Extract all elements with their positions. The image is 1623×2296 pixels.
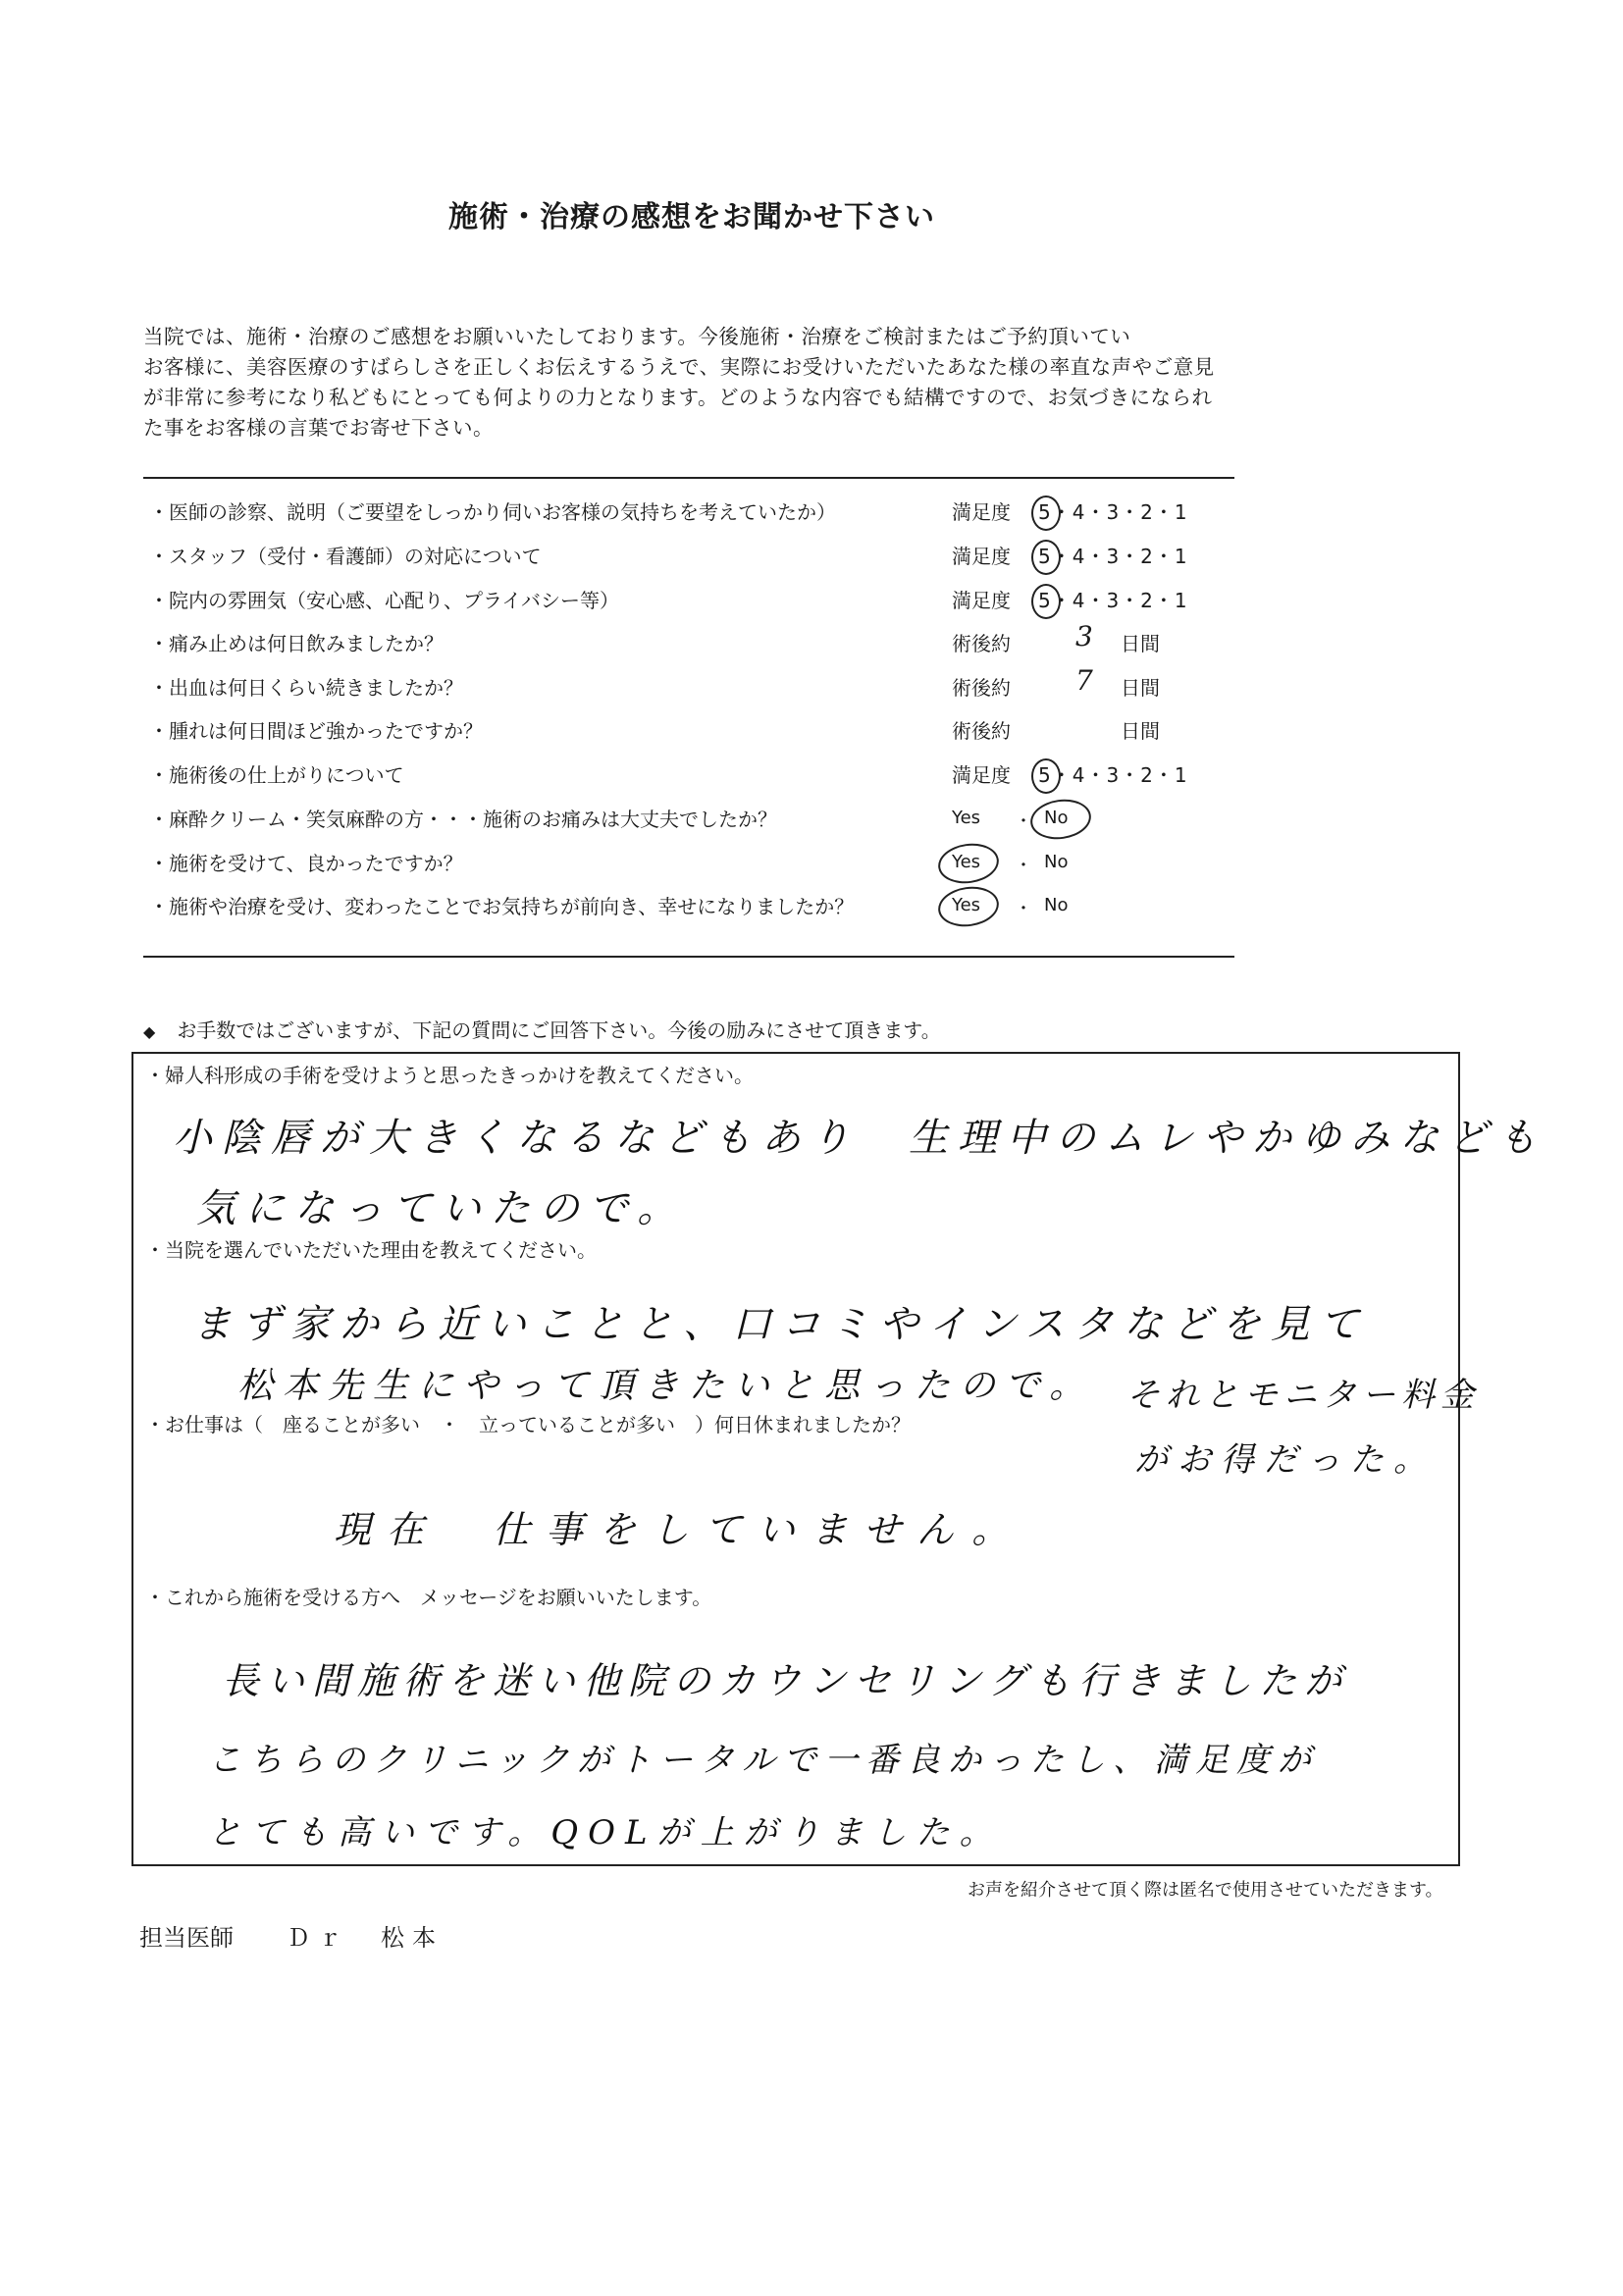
intro-text [143,322,1242,444]
answer-label: 満足度 [952,500,1011,524]
handwritten-answer[interactable]: 気になっていたので。 [196,1186,687,1231]
doctor-label: 担当医師 [139,1924,234,1952]
question-text: ・医師の診察、説明（ご要望をしっかり伺いお客様の気持ちを考えていたか） [149,500,836,524]
intro-line: が非常に参考になり私どもにとっても何よりの力となります。どのような内容でも結構ですので、お気づきになられ [143,386,1213,409]
question-row [143,842,1242,877]
question-row [143,885,1242,920]
yes-option[interactable] [952,895,980,915]
handwritten-answer[interactable]: こちらのクリニックがトータルで一番良かったし、満足度が [208,1741,1319,1780]
yes-selected: Yes [952,852,981,872]
bottom-divider [143,956,1234,958]
intro-line: た事をお客様の言葉でお寄せ下さい。 [143,416,494,440]
question-text: ・施術や治療を受け、変わったことでお気持ちが前向き、幸せになりましたか？ [149,895,855,918]
handwritten-answer[interactable]: 長い間施術を迷い他院のカウンセリングも行きましたが [222,1659,1350,1702]
no-option[interactable] [1044,808,1068,828]
question-row [143,491,1242,526]
rating-options: ・4・3・2・1 [1051,589,1188,612]
answer-label: 満足度 [952,589,1011,612]
box-question: ・婦人科形成の手術を受けようと思ったきっかけを教えてください。 [145,1064,754,1087]
question-row [143,579,1242,614]
question-text: ・スタッフ（受付・看護師）の対応について [149,545,542,568]
answer-label: 術後約 [952,719,1011,743]
question-row [143,754,1242,789]
option-separator: ・ [1015,811,1032,832]
answer-label: 満足度 [952,545,1011,568]
intro-line: お客様に、美容医療のすばらしさを正しくお伝えするうえで、実際にお受けいただいたあなた様の率直な声やご意見 [143,355,1215,379]
yes-option[interactable] [952,852,980,872]
no-option[interactable]: No [1044,852,1069,872]
rating-scale[interactable] [1038,541,1188,569]
intro-line: 当院では、施術・治療のご感想をお願いいたしております。今後施術・治療をご検討またはご予約頂いてい [143,325,1131,348]
rating-options: ・4・3・2・1 [1051,763,1188,787]
answer-label: 術後約 [952,676,1011,700]
question-text: ・出血は何日くらい続きましたか？ [149,676,463,700]
answer-label: 術後約 [952,632,1011,655]
rating-selected: 5 [1038,545,1052,568]
question-text: ・痛み止めは何日飲みましたか？ [149,632,444,655]
handwritten-answer[interactable]: 小陰唇が大きくなるなどもあり 生理中のムレやかゆみなども [173,1116,1546,1161]
option-separator: ・ [1015,856,1032,876]
handwritten-answer[interactable]: 松本先生にやって頂きたいと思ったので。 [237,1366,1095,1406]
box-question: ・お仕事は（ 座ることが多い ・ 立っていることが多い ）何日休まれましたか？ [145,1413,911,1436]
handwritten-answer[interactable]: とても高いです。QOLが上がりました。 [208,1813,1003,1852]
days-unit: 日間 [1121,632,1160,655]
rating-scale[interactable] [1038,759,1188,788]
days-value[interactable]: 7 [1075,664,1093,697]
handwritten-answer[interactable]: それとモニター料金 [1126,1376,1480,1415]
days-value[interactable]: 3 [1075,620,1093,652]
anonymity-note: お声を紹介させて頂く際は匿名で使用させていただきます。 [968,1880,1443,1901]
box-question: ・当院を選んでいただいた理由を教えてください。 [145,1238,597,1262]
question-row [143,535,1242,570]
doctor-line [139,1918,444,1953]
question-text: ・腫れは何日間ほど強かったですか？ [149,719,483,743]
rating-selected: 5 [1038,763,1052,787]
no-option[interactable]: No [1044,895,1069,915]
question-text: ・施術後の仕上がりについて [149,763,404,787]
question-text: ・院内の雰囲気（安心感、心配り、プライバシー等） [149,589,619,612]
no-selected: No [1044,808,1069,828]
yes-selected: Yes [952,895,981,915]
rating-selected: 5 [1038,500,1052,524]
rating-scale[interactable] [1038,585,1188,613]
question-row [143,709,1242,745]
question-row [143,666,1242,702]
days-unit: 日間 [1121,719,1160,743]
question-text: ・施術を受けて、良かったですか？ [149,852,463,875]
handwritten-answer[interactable]: 現在 仕事をしていません。 [334,1508,1025,1551]
box-question: ・これから施術を受ける方へ メッセージをお願いいたします。 [145,1586,712,1609]
answer-label: 満足度 [952,763,1011,787]
rating-options: ・4・3・2・1 [1051,500,1188,524]
question-row [143,798,1242,833]
page-title: 施術・治療の感想をお聞かせ下さい [448,200,935,235]
rating-scale[interactable] [1038,496,1188,525]
rating-selected: 5 [1038,589,1052,612]
request-line [143,1015,941,1043]
days-unit: 日間 [1121,676,1160,700]
diamond-icon: ◆ [143,1022,156,1041]
request-text: お手数ではございますが、下記の質問にご回答下さい。今後の励みにさせて頂きます。 [177,1018,941,1042]
doctor-name: Ｄｒ 松本 [287,1924,444,1952]
top-divider [143,477,1234,479]
rating-options: ・4・3・2・1 [1051,545,1188,568]
option-separator: ・ [1015,899,1032,919]
yes-option[interactable]: Yes [952,808,981,828]
handwritten-answer[interactable]: がお得だった。 [1134,1440,1437,1480]
question-text: ・麻酔クリーム・笑気麻酔の方・・・施術のお痛みは大丈夫でしたか？ [149,808,777,831]
handwritten-answer[interactable]: まず家から近いことと、口コミやインスタなどを見て [192,1302,1369,1347]
question-row [143,622,1242,657]
